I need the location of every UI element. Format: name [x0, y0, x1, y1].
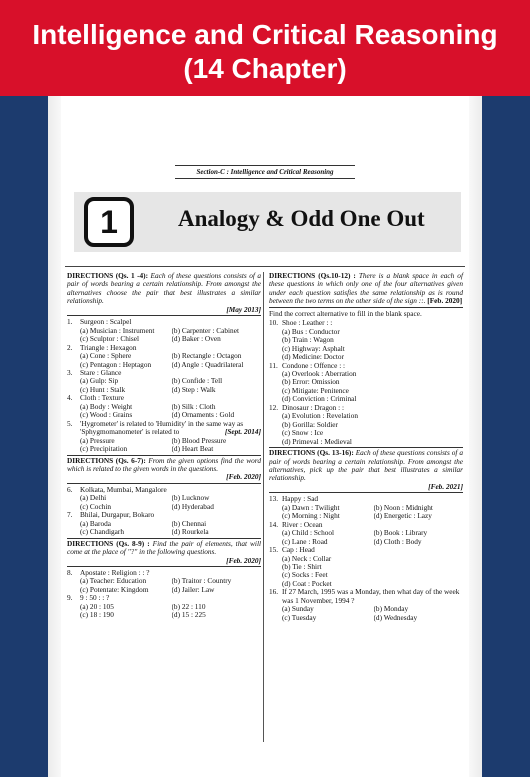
options	[269, 555, 463, 589]
option-b: (b) Monday	[373, 605, 409, 614]
directions-text: Find the pair of elements, that will come at the place of "?" in the following questions.	[67, 538, 261, 557]
question-14	[269, 521, 463, 529]
directions-text: There is a blank space in each of these questions in which only one of the four alternatives given under each question satisfies the same relationship as is round between the two terms on the other side of the sign ::.	[269, 271, 463, 306]
question-4	[67, 394, 261, 402]
question-number: 15.	[269, 545, 279, 555]
question-number: 16.	[269, 587, 279, 597]
option-a: (a) Evolution : Revelation	[282, 411, 358, 421]
exam-tag: [Feb. 2021]	[428, 481, 463, 491]
directions-text: Each of these questions consists of a pair of words bearing a certain relationship. From amongst the alternatives choose the pair that best illustrates a similar relationship.	[67, 271, 261, 306]
options	[269, 605, 463, 622]
exam-tag: [Sept. 2014]	[224, 427, 261, 437]
exam-tag: [Feb. 2020]	[427, 296, 463, 306]
options	[269, 529, 463, 546]
option-d: (d) Primeval : Medieval	[282, 436, 352, 446]
directions-block	[67, 455, 261, 484]
option-c: (c) Lane : Road	[282, 537, 328, 546]
options	[269, 412, 463, 446]
question-stem: Condone : Offence : :	[282, 360, 346, 370]
options	[67, 603, 261, 620]
option-b: (b) Lucknow	[171, 494, 210, 503]
question-number: 14.	[269, 519, 279, 529]
directions-label: DIRECTIONS (Qs. 6-7):	[67, 455, 146, 465]
option-a: (a) Delhi	[80, 494, 107, 503]
question-stem: Shoe : Leather : :	[282, 318, 333, 328]
question-number: 7.	[67, 510, 73, 520]
left-column	[67, 272, 261, 620]
option-b: (b) Blood Pressure	[171, 436, 227, 445]
option-b: (b) Traitor : Country	[171, 577, 232, 586]
directions-text: From the given options find the word which is related to the given words in the questions.	[67, 455, 262, 473]
question-13	[269, 495, 463, 503]
directions-text: Each of these questions consists of a pair of words bearing a certain relationship. From amongst the alternatives, pick up the pair that best illustrates a similar relationship.	[269, 448, 463, 483]
options	[67, 403, 261, 420]
directions-label: DIRECTIONS (Qs. 1 -4):	[67, 271, 149, 280]
option-a: (a) Pressure	[80, 436, 115, 445]
question-3	[67, 369, 261, 377]
option-a: (a) Neck : Collar	[282, 553, 332, 563]
option-c: (c) Hunt : Stalk	[80, 385, 126, 394]
option-b: (b) Silk : Cloth	[171, 402, 216, 411]
option-c: (c) Snow : Ice	[282, 428, 324, 438]
page-edge-right	[469, 96, 482, 777]
options	[67, 352, 261, 369]
option-c: (c) Chandigarh	[80, 528, 124, 537]
option-a: (a) Gulp: Sip	[80, 377, 119, 386]
banner-title: Intelligence and Critical Reasoning	[32, 19, 498, 50]
option-b: (b) Chennai	[171, 519, 207, 528]
option-b: (b) 22 : 110	[171, 602, 206, 611]
option-d: (d) Medicine: Doctor	[282, 352, 345, 362]
options	[269, 328, 463, 362]
directions-block	[269, 272, 463, 308]
question-number: 8.	[67, 567, 73, 577]
question-number: 5.	[67, 418, 73, 428]
question-number: 4.	[67, 393, 73, 403]
directions-label: DIRECTIONS (Qs.10-12) :	[269, 271, 356, 280]
question-stem: Apostate : Religion : : ?	[80, 567, 150, 577]
option-a: (a) Bus : Conductor	[282, 326, 340, 336]
question-number: 3.	[67, 367, 73, 377]
exam-tag: [May 2013]	[226, 304, 261, 314]
option-c: (c) 18 : 190	[80, 611, 114, 620]
option-a: (a) Teacher: Education	[80, 577, 147, 586]
option-a: (a) Overlook : Aberration	[282, 368, 357, 378]
question-2	[67, 344, 261, 352]
directions-label: DIRECTIONS (Qs. 13-16):	[269, 448, 354, 458]
question-stem: 'Sphygmomanometer' is related to	[80, 427, 180, 437]
question-stem: Stare : Glance	[80, 367, 122, 377]
question-stem: Dinosaur : Dragon : :	[282, 402, 345, 412]
exam-tag: [Feb. 2020]	[226, 555, 261, 565]
options	[67, 327, 261, 344]
option-d: (d) Baker : Oven	[171, 335, 221, 344]
option-b: (b) Train : Wagon	[282, 335, 334, 345]
option-c: (c) Potentate: Kingdom	[80, 585, 149, 594]
option-d: (d) Wednesday	[373, 613, 418, 622]
question-number: 10.	[269, 318, 279, 328]
option-d: (d) Coat : Pocket	[282, 578, 332, 588]
option-c: (c) Socks : Feet	[282, 570, 328, 580]
option-a: (a) Body : Weight	[80, 402, 133, 411]
option-d: (d) Rourkela	[171, 528, 209, 537]
option-c: (c) Morning : Night	[282, 512, 340, 521]
option-d: (d) Cloth : Body	[373, 537, 422, 546]
question-7	[67, 511, 261, 519]
option-b: (b) Confide : Tell	[171, 377, 223, 386]
option-d: (d) Angle : Quadrilateral	[171, 360, 244, 369]
question-stem: Cloth : Texture	[80, 393, 124, 403]
option-d: (d) Step : Walk	[171, 385, 216, 394]
right-column	[269, 272, 463, 622]
question-16	[269, 588, 463, 605]
options	[269, 504, 463, 521]
question-number: 9.	[67, 593, 73, 603]
option-a: (a) Cone : Sphere	[80, 352, 132, 361]
column-divider	[263, 272, 264, 742]
chapter-number: 1	[84, 197, 134, 247]
question-number: 2.	[67, 342, 73, 352]
option-c: (c) Pentagon : Heptagon	[80, 360, 152, 369]
divider	[65, 266, 465, 267]
option-d: (d) Conviction : Criminal	[282, 394, 357, 404]
options	[67, 520, 261, 537]
option-a: (a) Sunday	[282, 605, 314, 614]
question-stem: Cap : Head	[282, 545, 315, 555]
option-a: (a) Child : School	[282, 529, 335, 538]
question-stem: If 27 March, 1995 was a Monday, then what day of the week was 1 November, 1994 ?	[282, 587, 460, 605]
option-d: (d) Energetic : Lazy	[373, 512, 432, 521]
option-a: (a) Dawn : Twilight	[282, 503, 340, 512]
option-d: (d) Ornaments : Gold	[171, 411, 235, 420]
chapter-title: Analogy & Odd One Out	[178, 206, 425, 231]
option-c: (c) Precipitation	[80, 445, 128, 454]
exam-tag: [Feb. 2020]	[226, 472, 261, 482]
options	[67, 377, 261, 394]
question-8	[67, 569, 261, 577]
option-a: (a) Musician : Instrument	[80, 326, 155, 335]
options	[67, 577, 261, 594]
question-stem: 'Hygrometer' is related to 'Humidity' in the same way as	[80, 418, 244, 428]
section-header: Section-C : Intelligence and Critical Reasoning	[175, 165, 355, 179]
directions-block	[67, 272, 261, 316]
option-d: (d) 15 : 225	[171, 611, 206, 620]
options	[67, 437, 261, 454]
option-b: (b) Carpenter : Cabinet	[171, 326, 239, 335]
banner-subtitle: (14 Chapter)	[183, 53, 347, 84]
question-6	[67, 486, 261, 494]
option-b: (b) Error: Omission	[282, 377, 340, 387]
option-c: (c) Wood : Grains	[80, 411, 133, 420]
question-5-cont	[67, 428, 261, 436]
question-stem: Surgeon : Scalpel	[80, 317, 132, 327]
option-c: (c) Highway: Asphalt	[282, 343, 345, 353]
book-page	[61, 96, 469, 777]
option-b: (b) Rectangle : Octagon	[171, 352, 242, 361]
directions-label: DIRECTIONS (Qs. 8-9) :	[67, 538, 150, 548]
option-a: (a) 20 : 105	[80, 602, 114, 611]
question-1	[67, 318, 261, 326]
question-number: 1.	[67, 317, 73, 327]
option-a: (a) Baroda	[80, 519, 111, 528]
directions-block	[269, 447, 463, 493]
option-b: (b) Book : Library	[373, 529, 428, 538]
options	[269, 370, 463, 404]
question-stem: Happy : Sad	[282, 494, 319, 504]
question-stem: Triangle : Hexagon	[80, 342, 137, 352]
question-number: 11.	[269, 360, 278, 370]
question-stem: Kolkata, Mumbai, Mangalore	[80, 484, 167, 494]
option-c: (c) Sculptor : Chisel	[80, 335, 139, 344]
question-stem: River : Ocean	[282, 519, 323, 529]
option-c: (c) Tuesday	[282, 613, 317, 622]
option-c: (c) Cochin	[80, 502, 112, 511]
chapter-heading	[74, 192, 461, 252]
instruction-text: Find the correct alternative to fill in the blank space.	[269, 308, 422, 318]
option-d: (d) Hyderabad	[171, 502, 214, 511]
question-number: 6.	[67, 484, 73, 494]
question-stem: Bhilai, Durgapur, Bokaro	[80, 510, 155, 520]
question-9	[67, 594, 261, 602]
option-b: (b) Tie : Shirt	[282, 561, 322, 571]
question-stem: 9 : 50 : : ?	[80, 593, 110, 603]
option-c: (c) Mitigate: Penitence	[282, 385, 349, 395]
directions-block	[67, 538, 261, 567]
question-number: 13.	[269, 494, 279, 504]
option-d: (d) Jailer: Law	[171, 585, 215, 594]
options	[67, 494, 261, 511]
question-number: 12.	[269, 402, 279, 412]
option-b: (b) Gorilla: Soldier	[282, 419, 338, 429]
title-banner	[0, 0, 530, 96]
option-d: (d) Heart Beat	[171, 445, 214, 454]
page-edge-left	[48, 96, 61, 777]
option-b: (b) Noon : Midnight	[373, 503, 433, 512]
